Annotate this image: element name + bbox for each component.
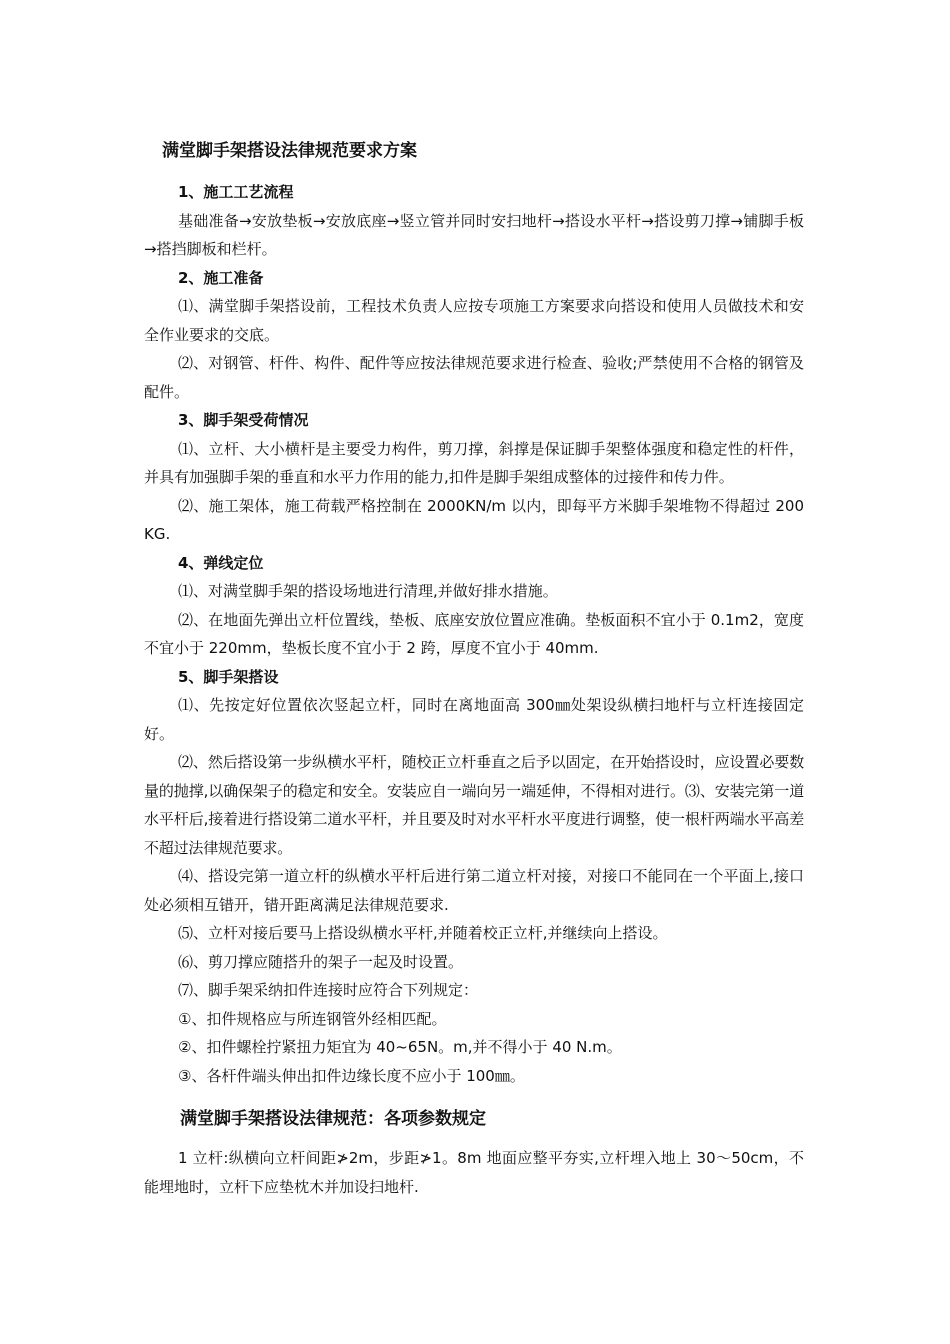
- section-title-parameters: 满堂脚手架搭设法律规范：各项参数规定: [180, 1109, 486, 1129]
- section-heading-positioning: 4、弹线定位: [178, 553, 264, 572]
- document-body: [144, 136, 804, 1201]
- paragraph: ⑹、剪刀撑应随搭升的架子一起及时设置。: [178, 952, 464, 971]
- paragraph: ⑸、立杆对接后要马上搭设纵横水平杆,并随着校正立杆,并继续向上搭设。: [178, 924, 668, 942]
- paragraph: ⑵、施工架体，施工荷载严格控制在 2000KN/m 以内，即每平方米脚手架堆物不得超过 200KG.: [144, 496, 804, 543]
- paragraph: ⑴、满堂脚手架搭设前，工程技术负责人应按专项施工方案要求向搭设和使用人员做技术和安全作业要求的交底。: [144, 297, 804, 344]
- paragraph: ⑷、搭设完第一道立杆的纵横水平杆后进行第二道立杆对接，对接口不能同在一个平面上,接口处必须相互错开，错开距离满足法律规范要求.: [144, 867, 804, 914]
- paragraph: ⑵、对钢管、杆件、构件、配件等应按法律规范要求进行检查、验收;严禁使用不合格的钢管及配件。: [144, 354, 804, 401]
- section-heading-preparation: 2、施工准备: [178, 268, 264, 287]
- paragraph: ⑵、在地面先弹出立杆位置线，垫板、底座安放位置应准确。垫板面积不宜小于 0.1m2，宽度不宜小于 220mm，垫板长度不宜小于 2 跨，厚度不宜小于 40mm.: [144, 610, 804, 657]
- paragraph: ⑴、立杆、大小横杆是主要受力构件，剪刀撑，斜撑是保证脚手架整体强度和稳定性的杆件，并具有加强脚手架的垂直和水平力作用的能力,扣件是脚手架组成整体的过接件和传力件。: [144, 439, 804, 486]
- document-title: 满堂脚手架搭设法律规范要求方案: [162, 141, 417, 161]
- paragraph: 1 立杆:纵横向立杆间距≯2m，步距≯1。8m 地面应整平夯实,立杆埋入地上 30～50cm，不能埋地时，立杆下应垫枕木并加设扫地杆.: [144, 1149, 804, 1196]
- section-heading-load: 3、脚手架受荷情况: [178, 411, 309, 429]
- paragraph: ⑵、然后搭设第一步纵横水平杆，随校正立杆垂直之后予以固定，在开始搭设时，应设置必要数量的抛撑,以确保架子的稳定和安全。安装应自一端向另一端延伸，不得相对进行。⑶、安装完第一道水平杆后,接着进行搭设第二道水平杆，并且要及时对水平杆水平度进行调整，使一根杆两端水平高差不超过法律规范要求。: [144, 753, 804, 857]
- paragraph: ⑴、先按定好位置依次竖起立杆，同时在离地面高 300㎜处架设纵横扫地杆与立杆连接固定好。: [144, 696, 804, 743]
- paragraph: ⑴、对满堂脚手架的搭设场地进行清理,并做好排水措施。: [178, 582, 558, 600]
- section-heading-erection: 5、脚手架搭设: [178, 667, 279, 686]
- paragraph: ⑺、脚手架采纳扣件连接时应符合下列规定：: [178, 981, 479, 999]
- section-heading-process: 1、施工工艺流程: [178, 183, 294, 201]
- paragraph: 基础准备→安放垫板→安放底座→竖立管并同时安扫地杆→搭设水平杆→搭设剪刀撑→铺脚手板→搭挡脚板和栏杆。: [144, 211, 804, 258]
- list-item: ②、扣件螺栓拧紧扭力矩宜为 40~65N。m,并不得小于 40 N.m。: [178, 1038, 622, 1056]
- list-item: ①、扣件规格应与所连钢管外经相匹配。: [178, 1009, 447, 1028]
- list-item: ③、各杆件端头伸出扣件边缘长度不应小于 100㎜。: [178, 1066, 525, 1085]
